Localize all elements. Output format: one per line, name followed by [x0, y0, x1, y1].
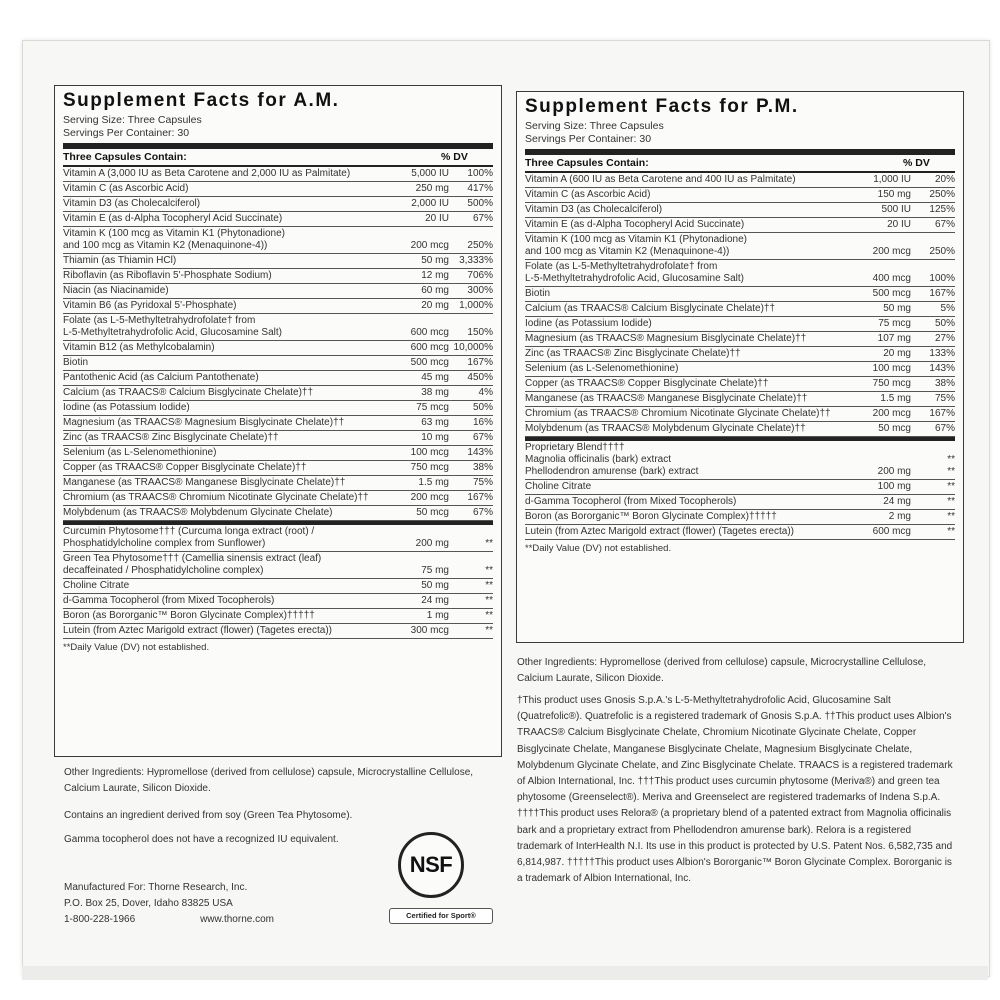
table-row: [63, 212, 493, 227]
nutrient-amount: 500 IU: [881, 204, 911, 215]
nutrient-dv: **: [485, 625, 493, 636]
nutrient-amount: 60 mg: [421, 285, 449, 296]
nutrient-dv: **: [485, 595, 493, 606]
nutrient-name: Zinc (as TRAACS® Zinc Bisglycinate Chelate)††: [525, 348, 741, 359]
table-row: [63, 446, 493, 461]
nutrient-amount: 200 mcg: [410, 240, 449, 251]
nutrient-amount: 600 mcg: [410, 342, 449, 353]
nutrient-name: d-Gamma Tocopherol (from Mixed Tocopherols): [63, 595, 275, 606]
nutrient-dv: 500%: [467, 198, 493, 209]
nutrient-amount: 75 mg: [421, 565, 449, 576]
nutrient-name: Folate (as L-5-Methyltetrahydrofolate† from L-5-Methyltetrahydrofolic Acid, Glucosamine Salt): [525, 261, 744, 284]
manufacturer-phone: 1-800-228-1966: [64, 914, 136, 925]
nutrient-dv: 167%: [467, 357, 493, 368]
nutrient-dv: 3,333%: [459, 255, 493, 266]
table-row: [525, 218, 955, 233]
nutrient-dv: 250%: [467, 240, 493, 251]
nutrient-name: Boron (as Bororganic™ Boron Glycinate Complex)†††††: [63, 610, 315, 621]
table-row: [63, 476, 493, 491]
table-row: [525, 422, 955, 437]
am-other-ingredients: Other Ingredients: Hypromellose (derived from cellulose) capsule, Microcrystalline Cellulose, Calcium Laurate, Silicon Dioxide.: [64, 767, 474, 794]
table-row: [63, 386, 493, 401]
nutrient-amount: 50 mcg: [878, 423, 911, 434]
nutrient-name: Manganese (as TRAACS® Manganese Bisglycinate Chelate)††: [63, 477, 346, 488]
nutrient-dv: 75%: [934, 393, 955, 404]
nutrient-dv: 133%: [929, 348, 955, 359]
nutrient-name: Riboflavin (as Riboflavin 5'-Phosphate Sodium): [63, 270, 272, 281]
pm-contains-label: Three Capsules Contain:: [525, 157, 649, 169]
table-row: [63, 167, 493, 182]
nutrient-dv: 4%: [478, 387, 493, 398]
nutrient-name: Thiamin (as Thiamin HCl): [63, 255, 177, 266]
table-row: [525, 260, 955, 287]
table-row: [63, 269, 493, 284]
pm-footnote: **Daily Value (DV) not established.: [525, 543, 672, 554]
nutrient-name: Choline Citrate: [63, 580, 130, 591]
nutrient-amount: 50 mg: [421, 580, 449, 591]
nutrient-dv: 417%: [467, 183, 493, 194]
nutrient-dv: 143%: [467, 447, 493, 458]
am-title: Supplement Facts for A.M.: [63, 90, 340, 111]
table-row: [63, 299, 493, 314]
certified-for-sport-label: Certified for Sport®: [389, 908, 493, 924]
manufacturer-website: www.thorne.com: [200, 914, 274, 925]
table-row: [63, 284, 493, 299]
am-contains-label: Three Capsules Contain:: [63, 151, 187, 163]
nutrient-name: Selenium (as L-Selenomethionine): [525, 363, 679, 374]
pm-title: Supplement Facts for P.M.: [525, 96, 799, 117]
nutrient-amount: 200 mg: [877, 466, 911, 477]
nutrient-name: Proprietary Blend†††† Magnolia officinalis (bark) extract Phellodendron amurense (bark) extract: [525, 442, 699, 477]
nutrient-dv: 67%: [934, 219, 955, 230]
table-row: [63, 624, 493, 639]
table-row: [525, 480, 955, 495]
table-row: [63, 609, 493, 624]
nutrient-amount: 1.5 mg: [418, 477, 449, 488]
nutrient-dv: 67%: [472, 432, 493, 443]
nutrient-name: Vitamin K (100 mcg as Vitamin K1 (Phytonadione) and 100 mcg as Vitamin K2 (Menaquinone-4)): [63, 228, 285, 251]
nutrient-amount: 24 mg: [883, 496, 911, 507]
nutrient-amount: 2,000 IU: [411, 198, 449, 209]
nutrient-dv: 706%: [467, 270, 493, 281]
am-dv-header: % DV: [441, 151, 468, 163]
nutrient-name: Biotin: [63, 357, 89, 368]
nutrient-name: Curcumin Phytosome††† (Curcuma longa extract (root) / Phosphatidylcholine complex from Sunflower): [63, 526, 315, 549]
nutrient-dv: 27%: [934, 333, 955, 344]
nutrient-amount: 20 IU: [887, 219, 911, 230]
table-row: [63, 431, 493, 446]
nutrient-amount: 150 mg: [877, 189, 911, 200]
nutrient-name: d-Gamma Tocopherol (from Mixed Tocopherols): [525, 496, 737, 507]
table-row: [63, 254, 493, 269]
nutrient-name: Magnesium (as TRAACS® Magnesium Bisglycinate Chelate)††: [525, 333, 807, 344]
nutrient-amount: 50 mg: [883, 303, 911, 314]
nutrient-amount: 75 mcg: [416, 402, 449, 413]
nutrient-dv: 50%: [472, 402, 493, 413]
nutrient-dv: 300%: [467, 285, 493, 296]
nutrient-dv: 125%: [929, 204, 955, 215]
table-row: [63, 356, 493, 371]
nutrient-name: Vitamin B6 (as Pyridoxal 5'-Phosphate): [63, 300, 237, 311]
pm-trademark-notes: †This product uses Gnosis S.p.A.'s L-5-Methyltetrahydrofolic Acid, Glucosamine Salt (Quatrefolic®). Quatrefolic is a registered trademark of Gnosis S.p.A. ††This product uses Albion's TRAACS® Calcium Bisglycinate Chelate, Chromium Nicotinate Glycinate Chelate, Copper Bisglycinate Chelate, Manganese Bisglycinate Chelate, Magnesium Bisglycinate Chelate, Molybdenum Glycinate Chelate, and Zinc Bisglycinate Chelate. TRAACS is a registered trademark of Albion International, Inc. †††This product uses curcumin phytosome (Meriva®) and green tea phytosome (Greenselect®). Meriva and Greenselect are registered trademarks of Indena S.p.A. ††††This product uses Relora® (a proprietary blend of a patented extract from Magnolia officinalis bark and a proprietary extract from Phellodendron amurense bark). Relora is a registered trademark of InterHealth N.I. Its use in this product is protected by U.S. Patent Nos. 6,582,735 and 6,814,987. †††††This product uses Albion's Bororganic™ Boron Glycinate Complex. Bororganic is a trademark of Albion International, Inc.: [517, 695, 953, 885]
nutrient-dv: ** **: [947, 454, 955, 477]
nutrient-amount: 750 mcg: [872, 378, 911, 389]
nutrient-amount: 1.5 mg: [880, 393, 911, 404]
nutrient-amount: 20 mg: [883, 348, 911, 359]
nutrient-name: Copper (as TRAACS® Copper Bisglycinate Chelate)††: [525, 378, 769, 389]
nutrient-dv: **: [947, 511, 955, 522]
nutrient-dv: **: [947, 481, 955, 492]
nutrient-name: Iodine (as Potassium Iodide): [63, 402, 190, 413]
table-row: [63, 461, 493, 476]
nutrient-dv: 1,000%: [459, 300, 493, 311]
table-row: [525, 188, 955, 203]
am-gamma-note: Gamma tocopherol does not have a recognized IU equivalent.: [64, 834, 339, 845]
nutrient-amount: 200 mg: [415, 538, 449, 549]
nutrient-amount: 500 mcg: [410, 357, 449, 368]
manufacturer-name: Manufactured For: Thorne Research, Inc.: [64, 882, 248, 893]
nutrient-name: Copper (as TRAACS® Copper Bisglycinate Chelate)††: [63, 462, 307, 473]
pm-nutrient-table: [525, 173, 955, 437]
nutrient-dv: **: [485, 565, 493, 576]
nutrient-name: Pantothenic Acid (as Calcium Pantothenate): [63, 372, 259, 383]
nutrient-amount: 50 mg: [421, 255, 449, 266]
table-row: [525, 362, 955, 377]
nutrient-dv: 38%: [472, 462, 493, 473]
nutrient-amount: 20 IU: [425, 213, 449, 224]
pm-serving-size: Serving Size: Three Capsules: [525, 120, 664, 132]
nutrient-dv: **: [485, 538, 493, 549]
table-row: [525, 495, 955, 510]
nutrient-amount: 100 mcg: [410, 447, 449, 458]
table-row: [525, 347, 955, 362]
pm-servings-per-container: Servings Per Container: 30: [525, 133, 652, 145]
nutrient-name: Selenium (as L-Selenomethionine): [63, 447, 217, 458]
nutrient-name: Vitamin D3 (as Cholecalciferol): [63, 198, 201, 209]
am-other-ingredients-table: [63, 525, 493, 639]
nutrient-dv: 20%: [934, 174, 955, 185]
table-row: [525, 407, 955, 422]
nutrient-dv: **: [485, 580, 493, 591]
table-row: [525, 377, 955, 392]
nutrient-amount: 100 mcg: [872, 363, 911, 374]
nutrient-name: Chromium (as TRAACS® Chromium Nicotinate Glycinate Chelate)††: [525, 408, 831, 419]
table-row: [525, 302, 955, 317]
nutrient-name: Folate (as L-5-Methyltetrahydrofolate† from L-5-Methyltetrahydrofolic Acid, Glucosamine Salt): [63, 315, 282, 338]
nutrient-name: Lutein (from Aztec Marigold extract (flower) (Tagetes erecta)): [525, 526, 794, 537]
pm-dv-header: % DV: [903, 157, 930, 169]
table-row: [63, 594, 493, 609]
am-soy-note: Contains an ingredient derived from soy (Green Tea Phytosome).: [64, 810, 353, 821]
nutrient-dv: 250%: [929, 189, 955, 200]
nutrient-dv: 167%: [467, 492, 493, 503]
table-row: [63, 371, 493, 386]
nutrient-name: Vitamin C (as Ascorbic Acid): [525, 189, 651, 200]
table-row: [63, 401, 493, 416]
nutrient-dv: 167%: [929, 408, 955, 419]
nutrient-dv: 67%: [472, 213, 493, 224]
nutrient-dv: 75%: [472, 477, 493, 488]
nutrient-amount: 2 mg: [888, 511, 911, 522]
nutrient-name: Vitamin A (600 IU as Beta Carotene and 400 IU as Palmitate): [525, 174, 796, 185]
table-row: [63, 182, 493, 197]
table-row: [525, 332, 955, 347]
nutrient-dv: 50%: [934, 318, 955, 329]
table-row: [63, 227, 493, 254]
nutrient-dv: 100%: [929, 273, 955, 284]
manufacturer-contact: [64, 912, 274, 928]
table-row: [525, 525, 955, 540]
nutrient-amount: 1,000 IU: [873, 174, 911, 185]
table-row: [63, 525, 493, 552]
manufacturer-address: P.O. Box 25, Dover, Idaho 83825 USA: [64, 898, 233, 909]
table-row: [63, 506, 493, 521]
nutrient-amount: 250 mg: [415, 183, 449, 194]
table-row: [525, 287, 955, 302]
package-edge: [22, 966, 988, 980]
table-row: [525, 317, 955, 332]
table-row: [525, 233, 955, 260]
nutrient-name: Biotin: [525, 288, 551, 299]
table-row: [63, 416, 493, 431]
nutrient-dv: 143%: [929, 363, 955, 374]
nutrient-amount: 38 mg: [421, 387, 449, 398]
nutrient-name: Chromium (as TRAACS® Chromium Nicotinate Glycinate Chelate)††: [63, 492, 369, 503]
manufacturer-info: [64, 880, 324, 928]
table-row: [525, 392, 955, 407]
nutrient-dv: 67%: [472, 507, 493, 518]
table-row: [525, 173, 955, 188]
am-serving-size: Serving Size: Three Capsules: [63, 114, 202, 126]
nutrient-name: Niacin (as Niacinamide): [63, 285, 169, 296]
am-supplement-facts-panel: [54, 85, 502, 757]
pm-supplement-facts-panel: [516, 91, 964, 643]
table-row: [525, 203, 955, 218]
nutrient-name: Magnesium (as TRAACS® Magnesium Bisglycinate Chelate)††: [63, 417, 345, 428]
nutrient-amount: 5,000 IU: [411, 168, 449, 179]
nutrient-amount: 63 mg: [421, 417, 449, 428]
nutrient-name: Lutein (from Aztec Marigold extract (flower) (Tagetes erecta)): [63, 625, 332, 636]
nutrient-amount: 24 mg: [421, 595, 449, 606]
nsf-logo-text: NSF: [409, 852, 453, 877]
nutrient-name: Boron (as Bororganic™ Boron Glycinate Complex)†††††: [525, 511, 777, 522]
nutrient-amount: 12 mg: [421, 270, 449, 281]
nutrient-name: Vitamin K (100 mcg as Vitamin K1 (Phytonadione) and 100 mcg as Vitamin K2 (Menaquinone-4)): [525, 234, 747, 257]
nutrient-dv: 167%: [929, 288, 955, 299]
nutrient-name: Zinc (as TRAACS® Zinc Bisglycinate Chelate)††: [63, 432, 279, 443]
nutrient-amount: 400 mcg: [872, 273, 911, 284]
nutrient-name: Choline Citrate: [525, 481, 592, 492]
nutrient-amount: 200 mcg: [872, 246, 911, 257]
nutrient-amount: 50 mcg: [416, 507, 449, 518]
nutrient-name: Vitamin C (as Ascorbic Acid): [63, 183, 189, 194]
nutrient-amount: 200 mcg: [410, 492, 449, 503]
nutrient-dv: 10,000%: [453, 342, 493, 353]
nutrient-amount: 75 mcg: [878, 318, 911, 329]
nutrient-amount: 1 mg: [426, 610, 449, 621]
table-row: [63, 552, 493, 579]
nutrient-amount: 20 mg: [421, 300, 449, 311]
am-nutrient-table: [63, 167, 493, 521]
table-row: [63, 579, 493, 594]
nutrient-dv: 150%: [467, 327, 493, 338]
nutrient-amount: 600 mcg: [410, 327, 449, 338]
nutrient-amount: 600 mcg: [872, 526, 911, 537]
nutrient-name: Calcium (as TRAACS® Calcium Bisglycinate Chelate)††: [525, 303, 776, 314]
nutrient-name: Vitamin E (as d-Alpha Tocopheryl Acid Succinate): [525, 219, 745, 230]
nutrient-name: Vitamin B12 (as Methylcobalamin): [63, 342, 215, 353]
nutrient-amount: 107 mg: [877, 333, 911, 344]
nutrient-name: Vitamin E (as d-Alpha Tocopheryl Acid Succinate): [63, 213, 283, 224]
nutrient-name: Green Tea Phytosome††† (Camellia sinensis extract (leaf) decaffeinated / Phosphatidylcholine complex): [63, 553, 322, 576]
am-footnote: **Daily Value (DV) not established.: [63, 642, 210, 653]
nutrient-name: Molybdenum (as TRAACS® Molybdenum Glycinate Chelate)††: [525, 423, 806, 434]
nutrient-name: Calcium (as TRAACS® Calcium Bisglycinate Chelate)††: [63, 387, 314, 398]
am-servings-per-container: Servings Per Container: 30: [63, 127, 190, 139]
am-contains-header: [63, 149, 493, 165]
nutrient-dv: 16%: [472, 417, 493, 428]
nutrient-amount: 300 mcg: [410, 625, 449, 636]
nutrient-name: Vitamin D3 (as Cholecalciferol): [525, 204, 663, 215]
table-row: [63, 341, 493, 356]
nutrient-dv: 5%: [940, 303, 955, 314]
nutrient-name: Iodine (as Potassium Iodide): [525, 318, 652, 329]
pm-contains-header: [525, 155, 955, 171]
nutrient-dv: 38%: [934, 378, 955, 389]
pm-other-ingredients-table: [525, 441, 955, 540]
nutrient-dv: 250%: [929, 246, 955, 257]
table-row: [63, 314, 493, 341]
nutrient-dv: 450%: [467, 372, 493, 383]
nutrient-dv: **: [947, 526, 955, 537]
nutrient-amount: 10 mg: [421, 432, 449, 443]
nutrient-amount: 200 mcg: [872, 408, 911, 419]
nutrient-name: Molybdenum (as TRAACS® Molybdenum Glycinate Chelate): [63, 507, 333, 518]
nutrient-amount: 750 mcg: [410, 462, 449, 473]
nsf-logo-icon: [398, 832, 464, 898]
nutrient-amount: 100 mg: [877, 481, 911, 492]
table-row: [63, 197, 493, 212]
table-row: [525, 510, 955, 525]
nutrient-dv: **: [485, 610, 493, 621]
nutrient-dv: **: [947, 496, 955, 507]
nutrient-name: Vitamin A (3,000 IU as Beta Carotene and 2,000 IU as Palmitate): [63, 168, 351, 179]
nutrient-amount: 45 mg: [421, 372, 449, 383]
nutrient-dv: 67%: [934, 423, 955, 434]
nutrient-amount: 500 mcg: [872, 288, 911, 299]
nutrient-dv: 100%: [467, 168, 493, 179]
nutrient-name: Manganese (as TRAACS® Manganese Bisglycinate Chelate)††: [525, 393, 808, 404]
table-row: [525, 441, 955, 480]
table-row: [63, 491, 493, 506]
pm-other-ingredients: Other Ingredients: Hypromellose (derived from cellulose) capsule, Microcrystalline Cellulose, Calcium Laurate, Silicon Dioxide.: [517, 657, 927, 684]
